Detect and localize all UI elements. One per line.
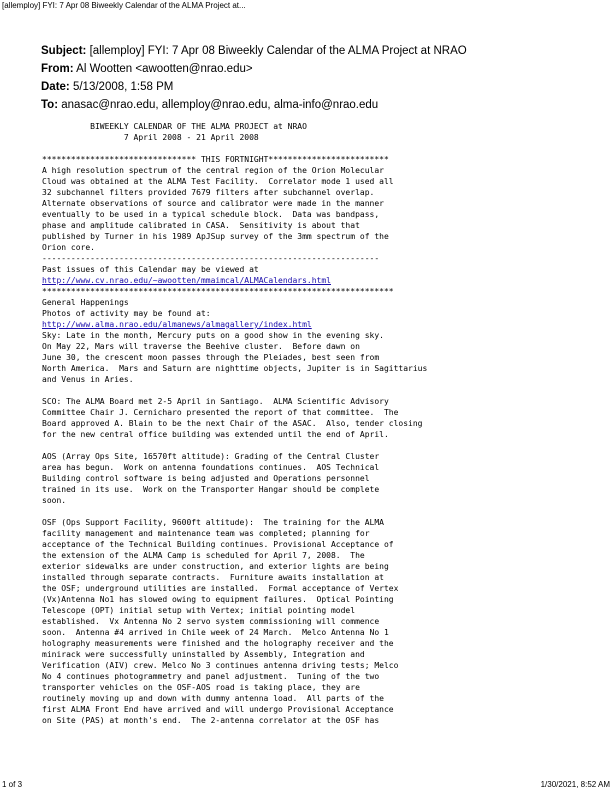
body-line: on Site (PAS) at month's end. The 2-antenna correlator at the OSF has [42, 716, 380, 725]
body-line: On May 22, Mars will traverse the Beehive cluster. Before dawn on [42, 342, 360, 351]
from-value: Al Wootten <awootten@nrao.edu> [76, 63, 253, 75]
body-line: Telescope (OPT) initial setup with Vertex; initial pointing model [42, 606, 356, 615]
to-value: anasac@nrao.edu, allemploy@nrao.edu, alma-info@nrao.edu [61, 99, 379, 111]
body-line: BIWEEKLY CALENDAR OF THE ALMA PROJECT at NRAO [42, 122, 307, 131]
body-line: Board approved A. Blain to be the next Chair of the ASAC. Also, tender closing [42, 419, 423, 428]
subject-value: [allemploy] FYI: 7 Apr 08 Biweekly Calendar of the ALMA Project at NRAO [89, 45, 467, 57]
body-line: Photos of activity may be found at: [42, 309, 211, 318]
body-line: North America. Mars and Saturn are nighttime objects, Jupiter is in Sagittarius [42, 364, 428, 373]
body-line: Verification (AIV) crew. Melco No 3 continues antenna driving tests; Melco [42, 661, 399, 670]
body-line: June 30, the crescent moon passes through the Pleiades, best seen from [42, 353, 380, 362]
body-line [42, 506, 607, 517]
body-line: holography measurements were finished and the holography receiver and the [42, 639, 394, 648]
print-datetime: 1/30/2021, 8:52 AM [540, 780, 610, 789]
body-line: Sky: Late in the month, Mercury puts on a good show in the evening sky. [42, 331, 384, 340]
subject-row [41, 42, 601, 60]
body-line: soon. Antenna #4 arrived in Chile week of 24 March. Melco Antenna No 1 [42, 628, 389, 637]
body-line: ******************************** THIS FORTNIGHT************************* [42, 155, 389, 164]
body-line: SCO: The ALMA Board met 2-5 April in Santiago. ALMA Scientific Advisory [42, 397, 389, 406]
body-line: the OSF; underground utilities are installed. Formal acceptance of Vertex [42, 584, 399, 593]
body-line: General Happenings [42, 298, 129, 307]
body-line: trained in its use. Work on the Transporter Hangar should be complete [42, 485, 380, 494]
body-line: soon. [42, 496, 67, 505]
body-line: minirack were successfully uninstalled by Assembly, Integration and [42, 650, 365, 659]
body-line: and Venus in Aries. [42, 375, 134, 384]
body-line: established. Vx Antenna No 2 servo system commissioning will commence [42, 617, 380, 626]
page-count: 1 of 3 [2, 780, 23, 789]
body-line [42, 143, 607, 154]
body-line: ************************************************************************* [42, 287, 394, 296]
body-line: Orion core. [42, 243, 95, 252]
body-line [42, 385, 607, 396]
body-line: routinely moving up and down with dummy antenna load. All parts of the [42, 694, 384, 703]
body-line: area has begun. Work on antenna foundations continues. AOS Technical [42, 463, 380, 472]
body-line: AOS (Array Ops Site, 16570ft altitude): Grading of the Central Cluster [42, 452, 380, 461]
body-link[interactable]: http://www.cv.nrao.edu/~awootten/mmaimcal/ALMACalendars.html [42, 276, 331, 285]
body-line: acceptance of the Technical Building continues. Provisional Acceptance of [42, 540, 394, 549]
body-line: exterior sidewalks are under construction, and exterior lights are being [42, 562, 389, 571]
browser-page-title: [allemploy] FYI: 7 Apr 08 Biweekly Calendar of the ALMA Project at... [2, 1, 246, 10]
body-line: Building control software is being adjusted and Operations personnel [42, 474, 370, 483]
body-line: facility management and maintenance team was completed; planning for [42, 529, 370, 538]
body-line: transporter vehicles on the OSF-AOS road is taking place, they are [42, 683, 360, 692]
email-headers [41, 42, 601, 114]
body-line: published by Turner in his 1989 ApJSup survey of the 3mm spectrum of the [42, 232, 389, 241]
body-line: OSF (Ops Support Facility, 9600ft altitude): The training for the ALMA [42, 518, 384, 527]
body-link[interactable]: http://www.alma.nrao.edu/almanews/almagallery/index.html [42, 320, 312, 329]
body-line: Past issues of this Calendar may be viewed at [42, 265, 259, 274]
body-line [42, 440, 607, 451]
body-line: A high resolution spectrum of the central region of the Orion Molecular [42, 166, 384, 175]
email-body [42, 121, 607, 726]
body-line: Committee Chair J. Cernicharo presented the report of that committee. The [42, 408, 399, 417]
body-line: ---------------------------------------------------------------------- [42, 254, 380, 263]
body-line: for the new central office building was extended until the end of April. [42, 430, 389, 439]
body-line: 7 April 2008 - 21 April 2008 [42, 133, 259, 142]
from-row [41, 60, 601, 78]
from-label: From: [41, 63, 74, 75]
body-line: 32 subchannel filters provided 7679 filters after subchannel overlap. [42, 188, 375, 197]
body-line: first ALMA Front End have arrived and will undergo Provisional Acceptance [42, 705, 394, 714]
to-row [41, 96, 601, 114]
body-line: (Vx)Antenna No1 has slowed owing to equipment failures. Optical Pointing [42, 595, 394, 604]
body-line: installed through separate contracts. Furniture awaits installation at [42, 573, 384, 582]
body-line: eventually to be used in a typical schedule block. Data was bandpass, [42, 210, 380, 219]
date-label: Date: [41, 81, 70, 93]
to-label: To: [41, 99, 59, 111]
body-line: the extension of the ALMA Camp is scheduled for April 7, 2008. The [42, 551, 365, 560]
date-row [41, 78, 601, 96]
date-value: 5/13/2008, 1:58 PM [72, 81, 174, 93]
body-line: phase and amplitude calibrated in CASA. Sensitivity is about that [42, 221, 360, 230]
body-line: Alternate observations of source and calibrator were made in the manner [42, 199, 384, 208]
body-line: Cloud was obtained at the ALMA Test Facility. Correlator mode 1 used all [42, 177, 394, 186]
subject-label: Subject: [41, 45, 87, 57]
body-line: No 4 continues photogrammetry and panel adjustment. Tuning of the two [42, 672, 380, 681]
